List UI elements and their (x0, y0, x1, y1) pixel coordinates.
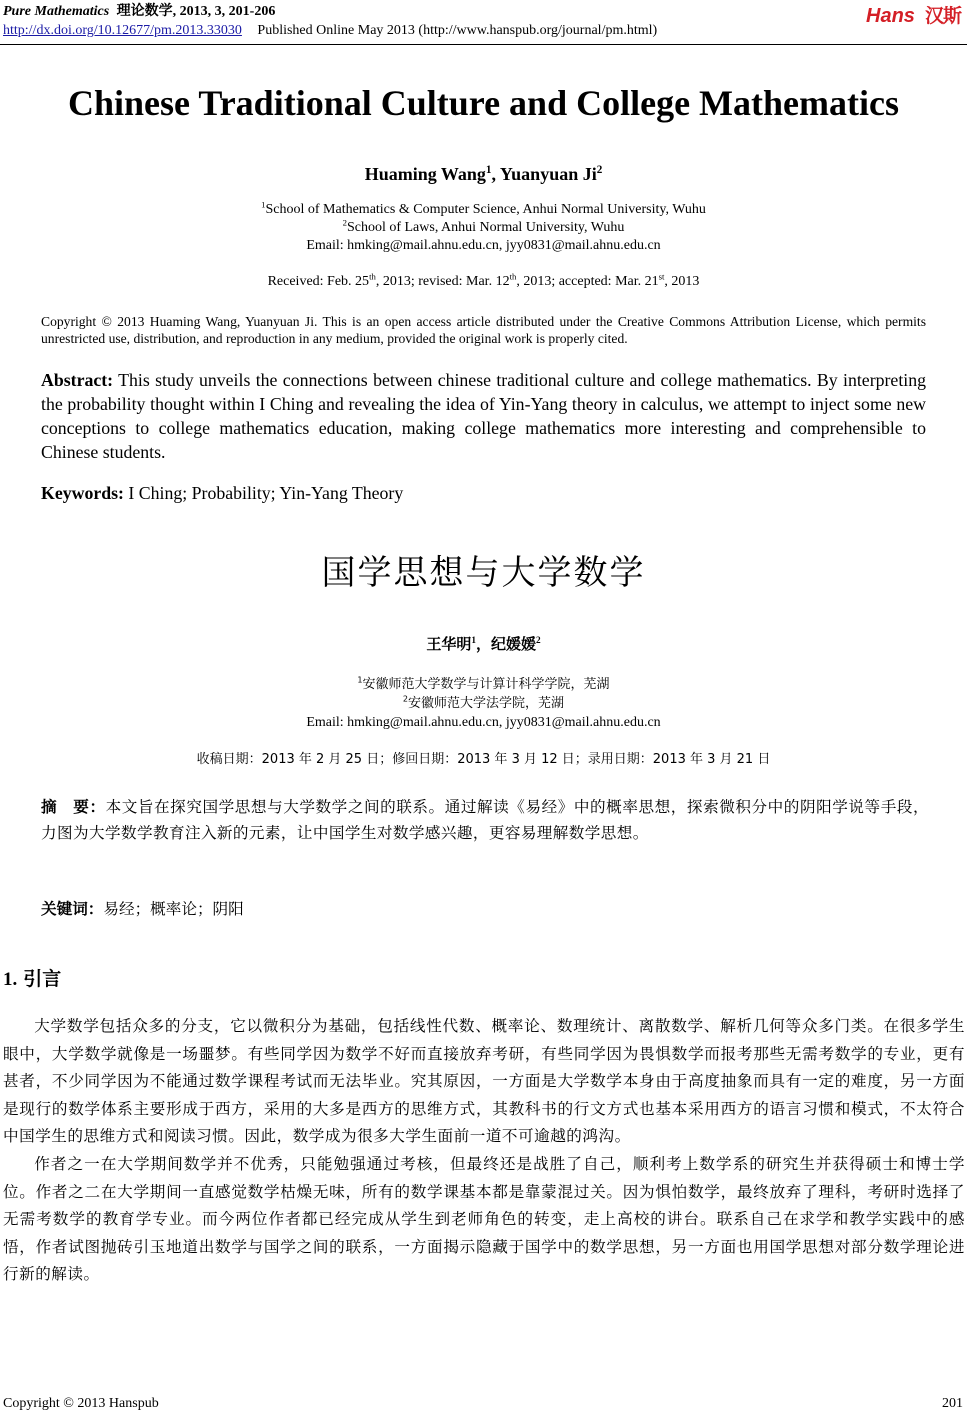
paper-title-cn: 国学思想与大学数学 (321, 553, 646, 593)
header-rule (0, 44, 967, 45)
received-date: Received: Feb. 25 (267, 274, 370, 289)
logo-en: Hans (865, 4, 915, 26)
paper-title-en: Chinese Traditional Culture and College Mathematics (68, 83, 899, 123)
keywords-en (41, 481, 403, 505)
date-suffix: st (658, 271, 665, 282)
section-number: 1. (3, 969, 18, 990)
affil-1-cn-marker: 1 (357, 675, 363, 685)
affiliation-1-cn (0, 676, 967, 694)
body-paragraph: 作者之一在大学期间数学并不优秀，只能勉强通过考核，但最终还是战胜了自己，顺利考上数学系的研究生并获得硕士和博士学位。作者之二在大学期间一直感觉数学枯燥无味，所有的数学课基本都是靠蒙混过关。因为惧怕数学，最终放弃了理科，考研时选择了无需考数学的教育学专业。而今两位作者都已经完成从学生到老师角色的转变，走上高校的讲台。联系自己在求学和教学实践中的感悟，作者试图抛砖引玉地道出数学与国学之间的联系，一方面揭示隐藏于国学中的数学思想，另一方面也用国学思想对部分数学理论进行新的解读。 (3, 1154, 965, 1284)
hans-logo-icon (865, 4, 923, 26)
body-paragraph: 大学数学包括众多的分支，它以微积分为基础，包括线性代数、概率论、数理统计、离散数学、解析几何等众多门类。在很多学生眼中，大学数学就像是一场噩梦。有些同学因为数学不好而直接放弃考研，有些同学因为畏惧数学而报考那些无需考数学的专业，更有甚者，不少同学因为不能通过数学课程考试而无法毕业。究其原因，一方面是大学数学本身由于高度抽象而具有一定的难度，另一方面是现行的数学体系主要形成于西方，采用的大多是西方的思维方式，其教科书的行文方式也基本采用西方的语言习惯和模式，不太符合中国学生的思维方式和阅读习惯。因此，数学成为很多大学生面前一道不可逾越的鸿沟。 (3, 1017, 965, 1146)
authors-en (0, 164, 967, 185)
authors-cn (0, 633, 967, 654)
journal-name: Pure Mathematics (3, 4, 110, 19)
email-en: Email: hmking@mail.ahnu.edu.cn, jyy0831@mail.ahnu.edu.cn (306, 238, 661, 253)
section-title: 引言 (23, 968, 62, 990)
doi-line (3, 21, 657, 40)
page-number: 201 (942, 1396, 963, 1411)
abstract-cn-text: 本文旨在探究国学思想与大学数学之间的联系。通过解读《易经》中的概率思想，探索微积分中的阴阳学说等手段，力图为大学数学教育注入新的元素，让中国学生对数学感兴趣，更容易理解数学思想。 (41, 798, 929, 842)
date-suffix: th (509, 271, 517, 282)
keywords-text: I Ching; Probability; Yin-Yang Theory (123, 483, 404, 503)
footer-copyright: Copyright © 2013 Hanspub (3, 1396, 159, 1411)
author-2-affil: 2 (596, 164, 603, 176)
doi-link[interactable]: http://dx.doi.org/10.12677/pm.2013.33030 (3, 23, 242, 38)
author-2-cn-affil: 2 (536, 636, 541, 646)
hans-logo (865, 1, 961, 28)
keywords-label: Keywords: (41, 483, 124, 503)
affil-1-marker: 1 (261, 199, 266, 210)
affiliation-2-cn (0, 695, 967, 713)
author-1-cn: 王华明 (426, 635, 472, 653)
abstract-en (41, 368, 926, 464)
abstract-text: This study unveils the connections between chinese traditional culture and college mathematics. By interpreting the probability thought within I Ching and revealing the idea of Yin-Yang theory in calculus, we attempt to inject some new conceptions to college mathematics education, making college mathematics more interesting and comprehensible to Chinese students. (41, 370, 926, 462)
dates-en (0, 273, 967, 291)
author-sep-cn: ， (475, 635, 491, 653)
author-sep: , (491, 164, 500, 184)
keywords-cn-text: 易经；概率论；阴阳 (103, 900, 244, 918)
page-footer (3, 1396, 963, 1412)
dates-cn: 收稿日期：2013 年 2 月 25 日；修回日期：2013 年 3 月 12 日；录用日期：2013 年 3 月 21 日 (196, 752, 771, 767)
section-heading (3, 964, 61, 991)
affil-1-cn-text: 安徽师范大学数学与计算计科学学院，芜湖 (362, 677, 610, 692)
revised-date: , 2013; revised: Mar. 12 (375, 274, 510, 289)
author-1: Huaming Wang (364, 164, 486, 184)
volume-info: , 2013, 3, 201-206 (172, 4, 276, 19)
affiliation-2-en (0, 219, 967, 237)
running-header (3, 2, 657, 40)
journal-citation (3, 2, 657, 21)
logo-cn: 汉斯 (924, 5, 961, 27)
affiliation-1-en (0, 201, 967, 219)
copyright-notice: Copyright © 2013 Huaming Wang, Yuanyuan Ji. This is an open access article distributed under the Creative Commons Attribution License, which permits unrestricted use, distribution, and reproduction in any medium, provided the original work is properly cited. (41, 314, 926, 346)
abstract-cn-label: 摘 要： (41, 798, 106, 816)
affil-2-marker: 2 (342, 217, 347, 228)
keywords-cn-label: 关键词： (41, 900, 104, 918)
abstract-label: Abstract: (41, 370, 114, 390)
keywords-cn (41, 897, 244, 919)
author-2: Yuanyuan Ji (499, 164, 597, 184)
section-body (3, 1013, 965, 1289)
author-1-affil: 1 (485, 164, 492, 176)
accepted-date: , 2013; accepted: Mar. 21 (516, 274, 659, 289)
journal-name-cn: 理论数学 (116, 4, 173, 19)
abstract-cn (41, 794, 929, 846)
affil-2-cn-text: 安徽师范大学法学院，芜湖 (408, 696, 565, 711)
author-1-cn-affil: 1 (471, 636, 476, 646)
published-online: Published Online May 2013 (http://www.hanspub.org/journal/pm.html) (257, 23, 658, 38)
author-2-cn: 纪媛媛 (491, 635, 537, 653)
year: , 2013 (664, 274, 700, 289)
date-suffix: th (369, 271, 376, 282)
affil-2-text: School of Laws, Anhui Normal University, Wuhu (346, 220, 625, 235)
affil-2-cn-marker: 2 (402, 694, 409, 704)
email-cn: Email: hmking@mail.ahnu.edu.cn, jyy0831@mail.ahnu.edu.cn (306, 715, 661, 730)
affil-1-text: School of Mathematics & Computer Science, Anhui Normal University, Wuhu (265, 202, 706, 217)
